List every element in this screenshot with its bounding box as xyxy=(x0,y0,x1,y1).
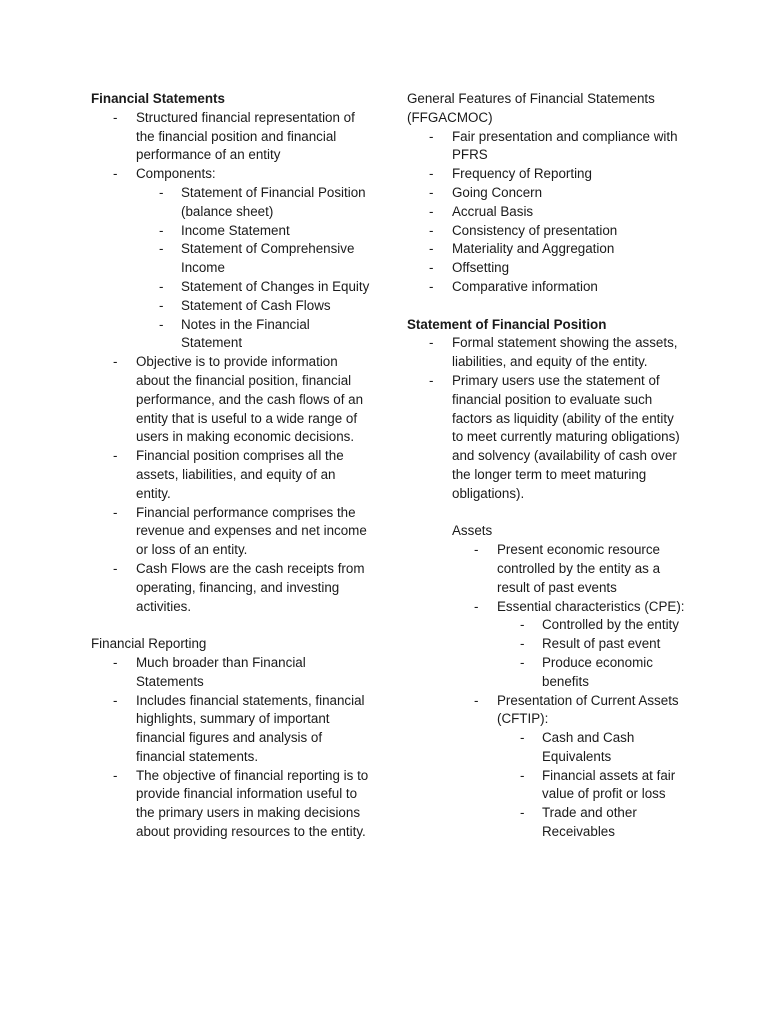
bullet-dash: - xyxy=(429,184,434,200)
bullet-dash: - xyxy=(520,805,525,821)
bullet-dash: - xyxy=(474,598,479,614)
list-item: - Accrual Basis xyxy=(407,203,687,222)
list-item: - Comparative information xyxy=(407,278,687,297)
list-item: - Financial position comprises all the assets, liabilities, and equity of an entity. xyxy=(113,448,344,501)
bullet-dash: - xyxy=(429,278,434,294)
blank-line xyxy=(407,297,687,316)
bullet-dash: - xyxy=(429,335,434,351)
list-item: - Components: - Statement of Financial Position (balance sheet) - Income Statement - Statement of Comprehensive Income - Statement of Changes in Equity - Statement of Cash Flows - Notes in the Financial Statement xyxy=(91,165,371,353)
components-list xyxy=(136,184,371,353)
bullet-dash: - xyxy=(113,354,118,370)
bullet-dash: - xyxy=(429,222,434,238)
blank-line xyxy=(407,504,687,523)
bullet-dash: - xyxy=(113,560,118,576)
bullet-dash: - xyxy=(159,184,164,200)
list-item: - Statement of Financial Position (balance sheet) xyxy=(159,184,366,219)
bullet-dash: - xyxy=(159,222,164,238)
left-column xyxy=(91,90,371,842)
cftip-list xyxy=(497,729,687,842)
bullet-dash: - xyxy=(159,297,164,313)
bullet-dash: - xyxy=(429,260,434,276)
blank-line xyxy=(91,616,371,635)
financial-statements-list xyxy=(91,109,371,617)
list-item: - Includes financial statements, financial highlights, summary of important financial figures and analysis of financial statements. xyxy=(113,692,365,764)
list-item: - Primary users use the statement of financial position to evaluate such factors as liquidity (ability of the entity to meet currently maturing obligations) and solvency (availability of cash over the longer term to meet maturing obligations). xyxy=(429,372,680,501)
list-item: - Essential characteristics (CPE): - Controlled by the entity - Result of past event - Produce economic benefits xyxy=(452,598,687,692)
list-item: - Present economic resource controlled by the entity as a result of past events xyxy=(474,542,661,595)
assets-block xyxy=(407,541,687,842)
list-item: - Controlled by the entity xyxy=(497,616,687,635)
list-item: - Financial performance comprises the revenue and expenses and net income or loss of an entity. xyxy=(113,504,367,558)
list-item: - Result of past event xyxy=(497,635,687,654)
list-item: - Presentation of Current Assets (CFTIP): - Cash and Cash Equivalents - Financial assets at fair value of profit or loss - Trade and other Receivables xyxy=(452,692,687,842)
bullet-dash: - xyxy=(429,128,434,144)
assets-subheading: Assets xyxy=(452,523,493,539)
bullet-dash: - xyxy=(520,730,525,746)
list-item: - Financial assets at fair value of profit or loss xyxy=(520,767,676,802)
bullet-dash: - xyxy=(113,767,118,783)
bullet-dash: - xyxy=(520,767,525,783)
financial-reporting-list xyxy=(91,654,371,842)
financial-reporting-heading: Financial Reporting xyxy=(91,636,207,652)
bullet-dash: - xyxy=(113,448,118,464)
bullet-dash: - xyxy=(429,166,434,182)
list-item: - Statement of Comprehensive Income xyxy=(159,241,355,276)
bullet-dash: - xyxy=(159,278,164,294)
list-item: - The objective of financial reporting is to provide financial information useful to the primary users in making decisions about providing resources to the entity. xyxy=(113,767,369,840)
cpe-list xyxy=(497,616,687,691)
bullet-dash: - xyxy=(474,692,479,708)
bullet-dash: - xyxy=(113,692,118,708)
list-item: - Statement of Cash Flows xyxy=(136,297,371,316)
list-item: - Statement of Changes in Equity xyxy=(136,278,371,297)
bullet-dash: - xyxy=(520,617,525,633)
bullet-dash: - xyxy=(520,654,525,670)
financial-statements-heading: Financial Statements xyxy=(91,91,225,106)
right-column xyxy=(407,90,687,842)
list-item: - Income Statement xyxy=(136,222,371,241)
list-item: - Going Concern xyxy=(407,184,687,203)
bullet-dash: - xyxy=(113,504,118,520)
list-item: - Much broader than Financial Statements xyxy=(113,654,306,689)
assets-list xyxy=(452,541,687,842)
list-item: - Materiality and Aggregation xyxy=(407,240,687,259)
bullet-dash: - xyxy=(474,542,479,558)
list-item: - Structured financial representation of the financial position and financial performance of an entity xyxy=(113,109,355,163)
list-item: - Cash Flows are the cash receipts from operating, financing, and investing activities. xyxy=(113,560,365,614)
list-item: - Trade and other Receivables xyxy=(520,805,637,840)
list-item: - Cash and Cash Equivalents xyxy=(520,730,635,764)
bullet-dash: - xyxy=(113,654,118,670)
bullet-dash: - xyxy=(520,636,525,652)
bullet-dash: - xyxy=(429,372,434,388)
general-features-heading: General Features of Financial Statements (FFGACMOC) xyxy=(407,91,655,125)
bullet-dash: - xyxy=(113,166,118,182)
list-item: - Fair presentation and compliance with PFRS xyxy=(429,128,678,163)
list-item: - Formal statement showing the assets, liabilities, and equity of the entity. xyxy=(429,335,678,370)
list-item: - Notes in the Financial Statement xyxy=(159,316,310,351)
sfp-list xyxy=(407,334,687,503)
bullet-dash: - xyxy=(429,241,434,257)
bullet-dash: - xyxy=(113,109,118,125)
bullet-dash: - xyxy=(429,203,434,219)
general-features-list xyxy=(407,128,687,297)
list-item: - Consistency of presentation xyxy=(407,222,687,241)
list-item: - Produce economic benefits xyxy=(520,654,653,689)
sfp-heading: Statement of Financial Position xyxy=(407,316,607,332)
list-item: - Frequency of Reporting xyxy=(407,165,687,184)
list-item: - Offsetting xyxy=(407,259,687,278)
bullet-dash: - xyxy=(159,316,164,332)
bullet-dash: - xyxy=(159,241,164,257)
list-item: - Objective is to provide information about the financial position, financial performance, and the cash flows of an entity that is useful to a wide range of users in making economic decisions. xyxy=(113,354,364,445)
